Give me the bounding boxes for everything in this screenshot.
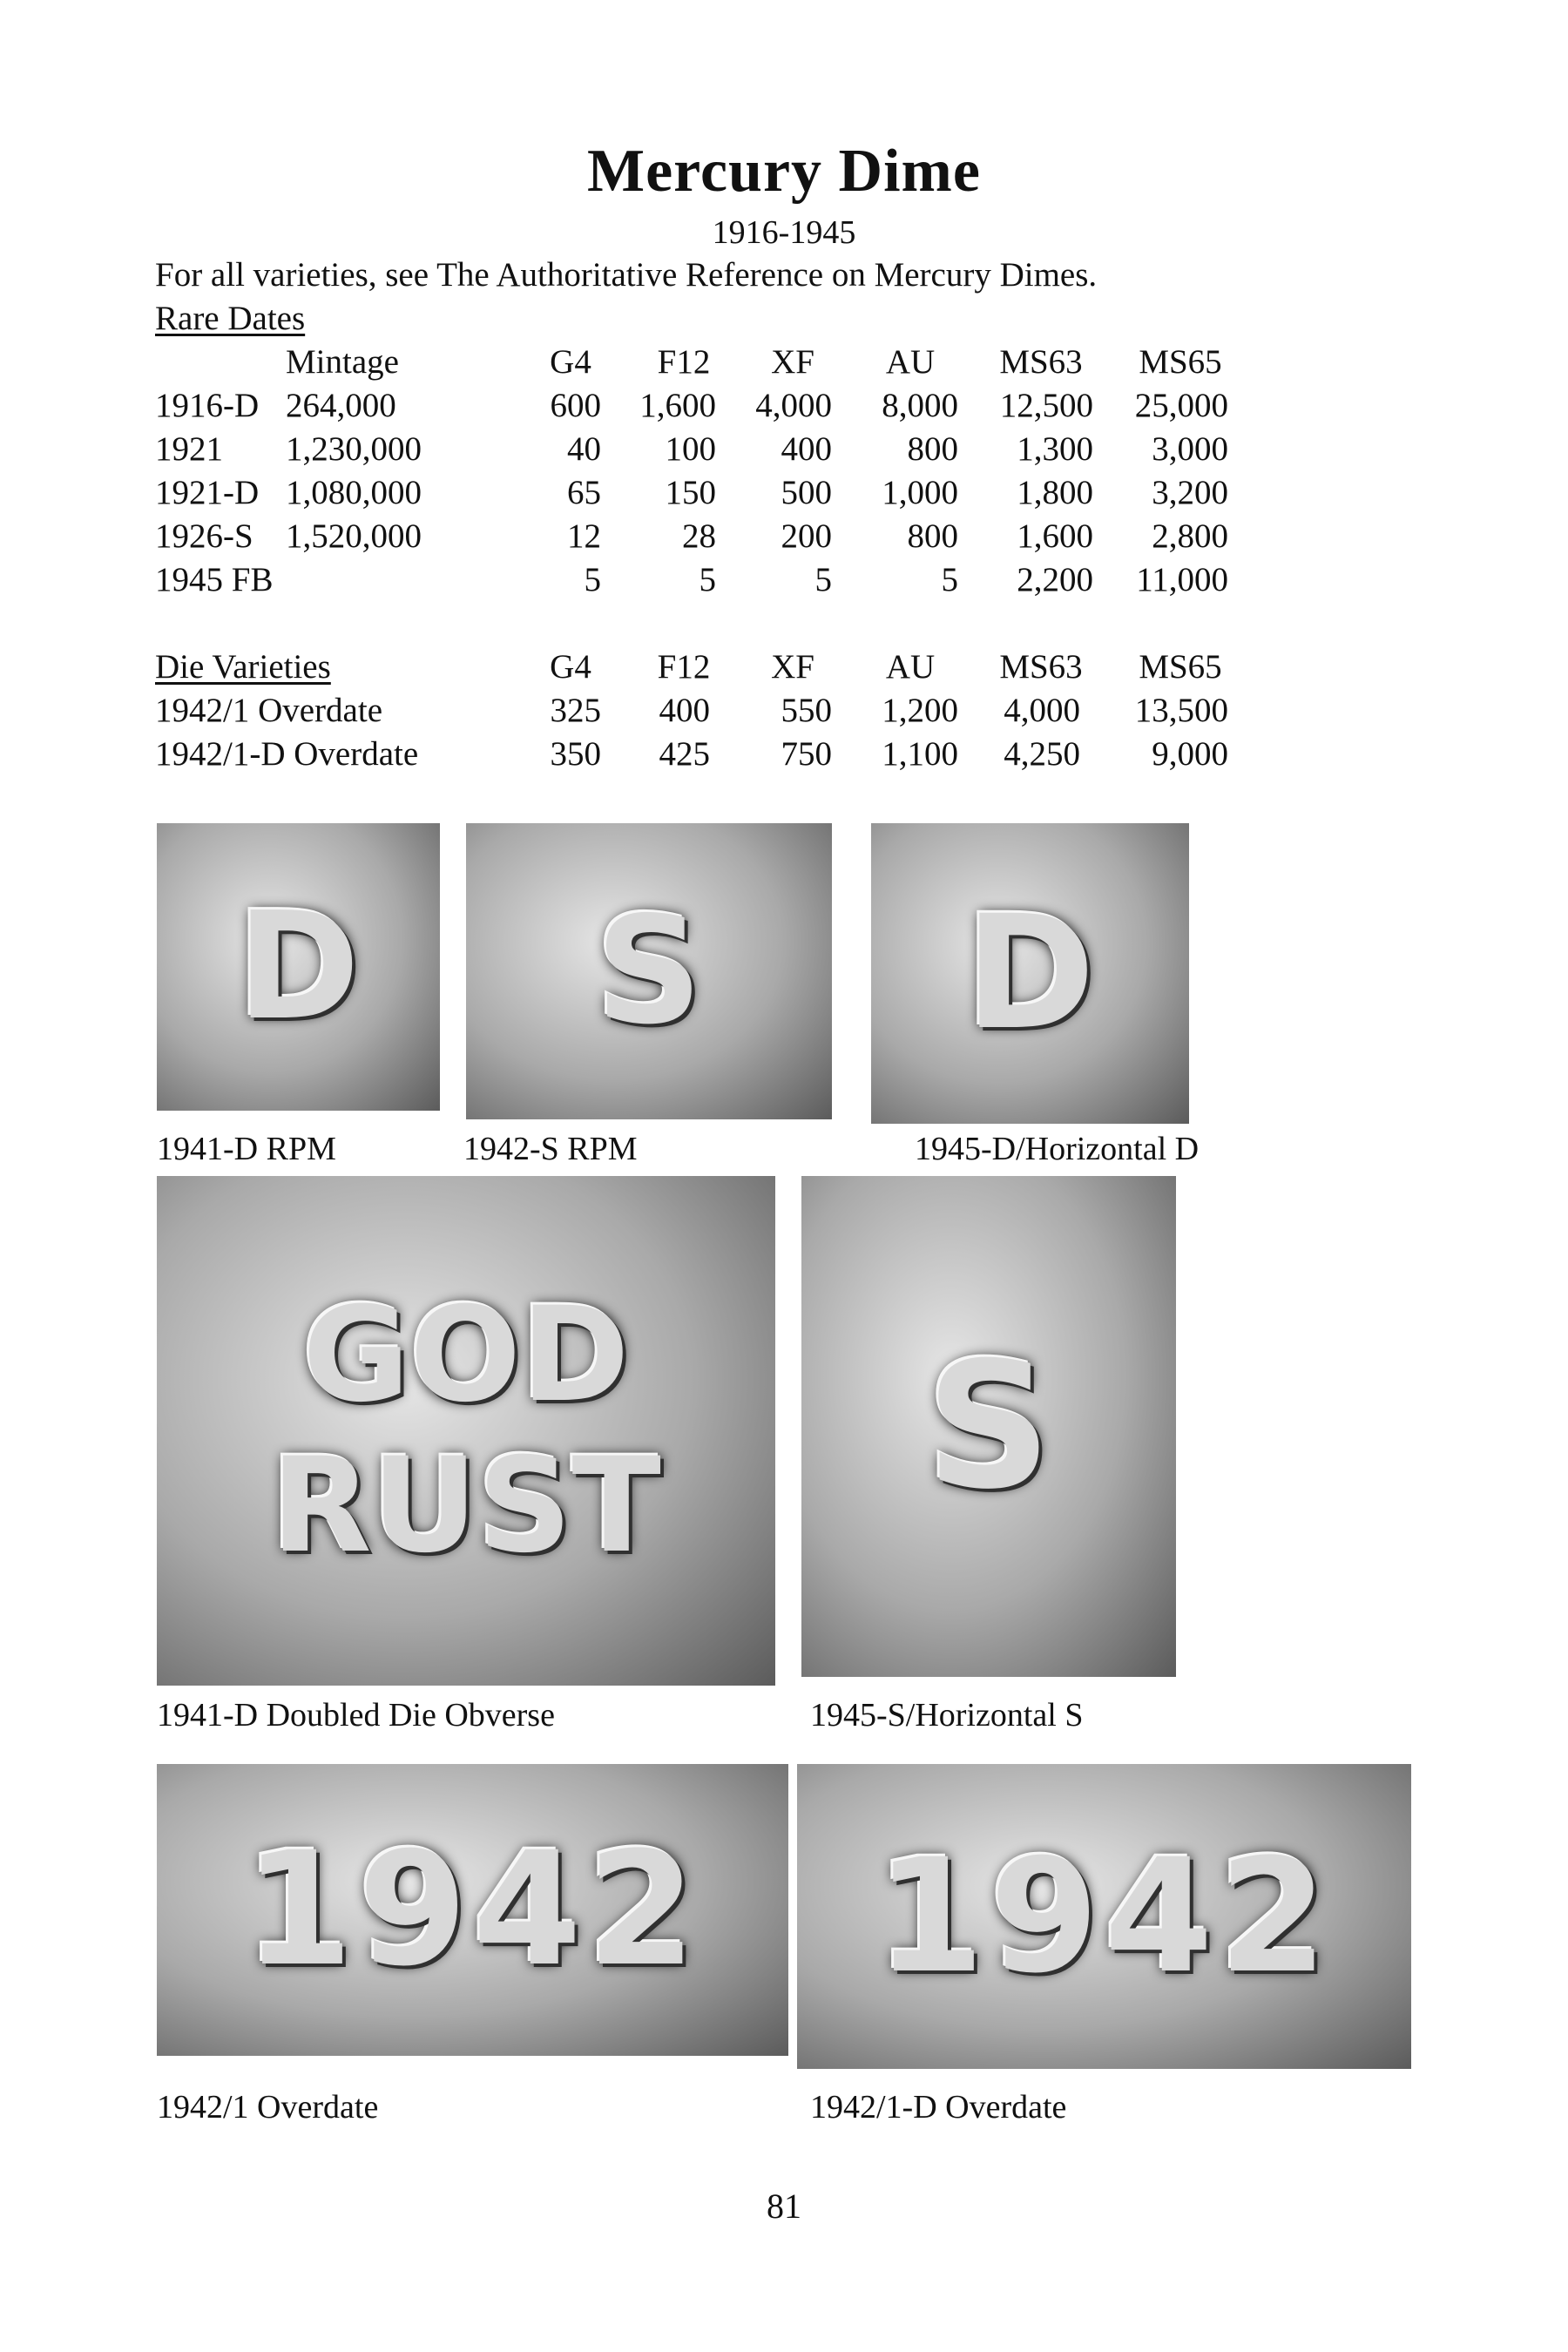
die-varieties-heading: Die Varieties <box>155 648 331 686</box>
mintmark-s-photo <box>801 1176 1176 1677</box>
price-xf: 5 <box>814 561 832 598</box>
column-header-xf: XF <box>771 343 814 381</box>
price-xf: 550 <box>781 692 832 729</box>
row-date: 1916-D <box>155 387 260 424</box>
price-ms63: 1,300 <box>1017 430 1093 468</box>
price-g4: 600 <box>550 387 601 424</box>
photo-caption: 1945-S/Horizontal S <box>810 1697 1084 1734</box>
price-f12: 100 <box>665 430 716 468</box>
photo-caption: 1941-D Doubled Die Obverse <box>157 1697 555 1734</box>
price-g4: 325 <box>550 692 601 729</box>
price-au: 800 <box>907 517 958 555</box>
mintmark-d-photo <box>871 823 1189 1124</box>
price-ms65: 13,500 <box>1134 692 1228 729</box>
price-ms65: 3,000 <box>1152 430 1228 468</box>
price-ms65: 3,200 <box>1152 474 1228 511</box>
price-au: 5 <box>941 561 958 598</box>
price-g4: 12 <box>567 517 601 555</box>
price-g4: 350 <box>550 735 601 773</box>
price-ms65: 25,000 <box>1134 387 1228 424</box>
price-ms63: 4,000 <box>1004 692 1080 729</box>
price-au: 1,000 <box>882 474 958 511</box>
photo-caption: 1945-D/Horizontal D <box>915 1131 1200 1167</box>
price-g4: 5 <box>584 561 601 598</box>
column-header-mintage: Mintage <box>286 343 399 381</box>
column-header-f12: F12 <box>657 343 711 381</box>
column-header-g4: G4 <box>550 343 591 381</box>
row-date: 1926-S <box>155 517 253 555</box>
date-range: 1916-1945 <box>712 214 856 251</box>
row-mintage: 1,230,000 <box>286 430 422 468</box>
reference-note: For all varieties, see The Authoritative Reference on Mercury Dimes. <box>155 256 1098 294</box>
price-ms65: 9,000 <box>1152 735 1228 773</box>
column-header-ms65: MS65 <box>1139 648 1222 686</box>
price-au: 1,200 <box>882 692 958 729</box>
row-date: 1921 <box>155 430 223 468</box>
d-mintmark-icon: D <box>236 881 361 1053</box>
column-header-au: AU <box>885 343 936 381</box>
overdate-numerals-icon: 1942 <box>244 1819 701 2001</box>
price-f12: 28 <box>682 517 716 555</box>
price-au: 800 <box>907 430 958 468</box>
price-f12: 425 <box>659 735 710 773</box>
s-mintmark-icon: S <box>925 1325 1052 1528</box>
row-date: 1921-D <box>155 474 260 511</box>
price-ms63: 4,250 <box>1004 735 1080 773</box>
price-xf: 200 <box>781 517 832 555</box>
price-xf: 400 <box>781 430 832 468</box>
price-ms63: 1,600 <box>1017 517 1093 555</box>
row-date: 1945 FB <box>155 561 274 598</box>
column-header-g4: G4 <box>550 648 591 686</box>
price-xf: 4,000 <box>755 387 832 424</box>
price-ms65: 11,000 <box>1136 561 1228 598</box>
price-xf: 750 <box>781 735 832 773</box>
column-header-xf: XF <box>771 648 814 686</box>
mintmark-s-photo <box>466 823 832 1119</box>
doubled-die-photo <box>157 1176 775 1686</box>
price-f12: 1,600 <box>639 387 716 424</box>
price-ms63: 2,200 <box>1017 561 1093 598</box>
variety-name: 1942/1-D Overdate <box>155 735 419 773</box>
column-header-f12: F12 <box>657 648 711 686</box>
photo-caption: 1941-D RPM <box>157 1131 336 1167</box>
price-ms63: 12,500 <box>999 387 1093 424</box>
column-header-ms65: MS65 <box>1139 343 1222 381</box>
page-title: Mercury Dime <box>587 138 981 205</box>
price-au: 1,100 <box>882 735 958 773</box>
price-f12: 400 <box>659 692 710 729</box>
rare-dates-heading: Rare Dates <box>155 300 306 337</box>
row-mintage: 1,520,000 <box>286 517 422 555</box>
row-mintage: 264,000 <box>286 387 396 424</box>
column-header-ms63: MS63 <box>999 648 1083 686</box>
s-mintmark-icon: S <box>595 885 703 1058</box>
photo-caption: 1942/1 Overdate <box>157 2089 379 2126</box>
mintmark-d-photo <box>157 823 440 1111</box>
page-number: 81 <box>767 2186 801 2226</box>
price-g4: 65 <box>567 474 601 511</box>
column-header-au: AU <box>885 648 936 686</box>
price-f12: 150 <box>665 474 716 511</box>
overdate-photo <box>797 1764 1411 2069</box>
column-header-ms63: MS63 <box>999 343 1083 381</box>
row-mintage: 1,080,000 <box>286 474 422 511</box>
photo-caption: 1942/1-D Overdate <box>810 2089 1067 2126</box>
price-g4: 40 <box>567 430 601 468</box>
price-ms63: 1,800 <box>1017 474 1093 511</box>
price-f12: 5 <box>699 561 716 598</box>
overdate-numerals-icon: 1942 <box>875 1825 1333 2008</box>
d-mintmark-icon: D <box>964 882 1096 1064</box>
price-au: 8,000 <box>882 387 958 424</box>
price-xf: 500 <box>781 474 832 511</box>
overdate-photo <box>157 1764 788 2056</box>
doubled-lettering-icon: GOD RUST <box>271 1280 661 1582</box>
variety-name: 1942/1 Overdate <box>155 692 383 729</box>
price-ms65: 2,800 <box>1152 517 1228 555</box>
photo-caption: 1942-S RPM <box>463 1131 638 1167</box>
